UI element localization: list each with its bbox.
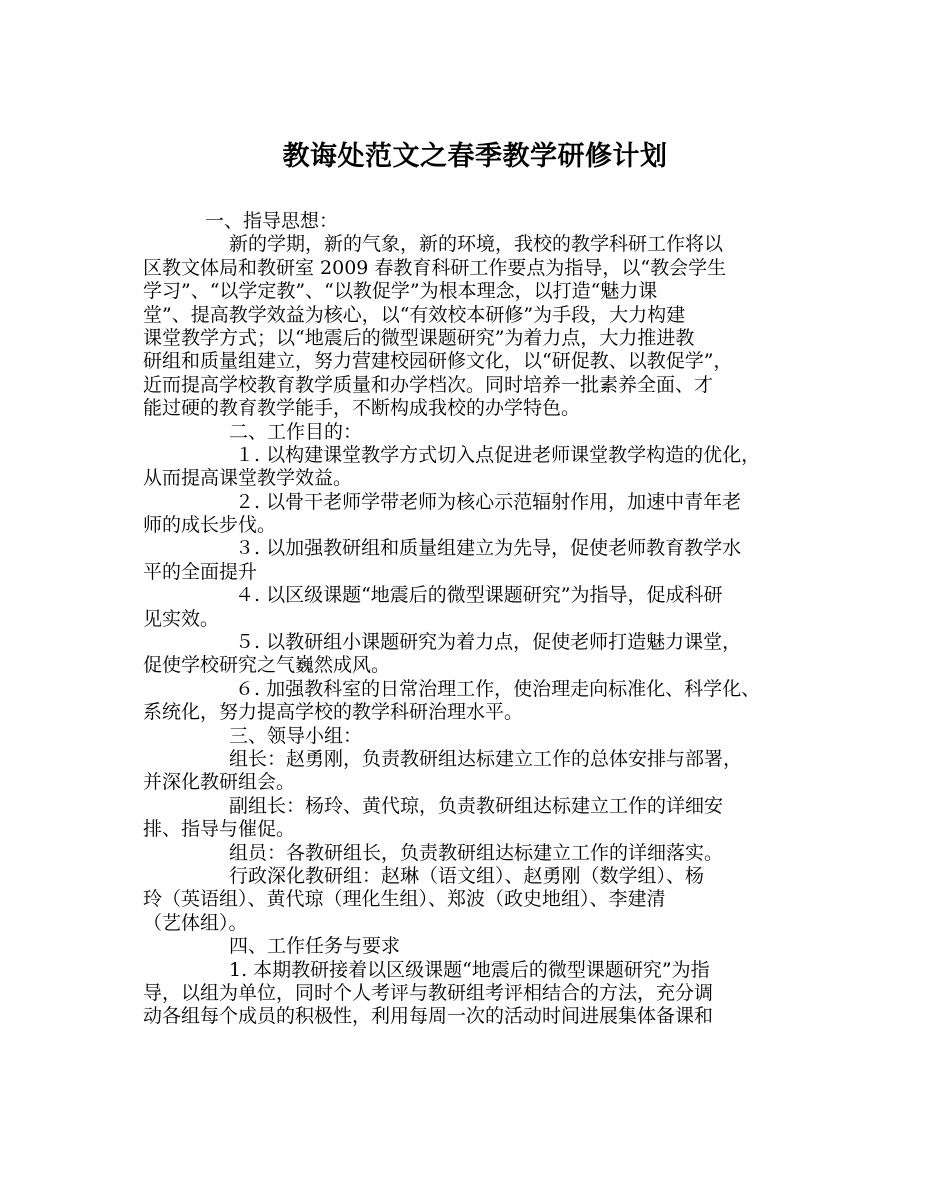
paragraph-line: 组长：赵勇刚，负责教研组达标建立工作的总体安排与部署， (229, 747, 743, 770)
list-item-line: １. 以构建课堂教学方式切入点促进老师课堂教学构造的优化， (235, 443, 761, 466)
section-heading: 三、领导小组： (229, 724, 363, 747)
paragraph-line: 新的学期，新的气象，新的环境，我校的教学科研工作将以 (229, 233, 724, 256)
paragraph-line: 1. 本期教研接着以区级课题“地震后的微型课题研究”为指 (229, 958, 710, 981)
paragraph-line: 导，以组为单位，同时个人考评与教研组考评相结合的方法，充分调 (143, 981, 714, 1004)
paragraph-line: 并深化教研组会。 (143, 771, 296, 794)
section-heading: 四、工作任务与要求 (229, 935, 401, 958)
paragraph-line: 学习”、“以学定教”、“以教促学”为根本理念，以打造“魅力课 (143, 280, 658, 303)
paragraph-line: 组员：各教研组长，负责教研组达标建立工作的详细落实。 (229, 841, 724, 864)
list-item-line: 平的全面提升 (143, 560, 258, 583)
section-heading: 一、指导思想： (205, 210, 339, 232)
paragraph-line: 排、指导与催促。 (143, 818, 296, 841)
paragraph-line: 玲（英语组）、黄代琼（理化生组）、郑波（政史地组）、李建清 (143, 888, 666, 911)
list-item-line: ６. 加强教科室的日常治理工作，使治理走向标准化、科学化、 (235, 677, 761, 700)
paragraph-line: 副组长：杨玲、黄代琼，负责教研组达标建立工作的详细安 (229, 794, 724, 817)
paragraph-line: 课堂教学方式；以“地震后的微型课题研究”为着力点，大力推进教 (143, 326, 695, 349)
list-item-line: 见实效。 (143, 607, 220, 630)
paragraph-line: 行政深化教研组：赵琳（语文组）、赵勇刚（数学组）、杨 (229, 864, 705, 887)
paragraph-line: 能过硬的教育教学能手，不断构成我校的办学特色。 (143, 397, 581, 420)
list-item-line: ２. 以骨干老师学带老师为核心示范辐射作用，加速中青年老 (235, 490, 742, 513)
list-item-line: 促使学校研究之气巍然成风。 (143, 654, 391, 677)
paragraph-line: 动各组每个成员的积极性，利用每周一次的活动时间进展集体备课和 (143, 1005, 714, 1028)
list-item-line: ４. 以区级课题“地震后的微型课题研究”为指导，促成科研 (235, 584, 723, 607)
paragraph-line: 区教文体局和教研室 2009 春教育科研工作要点为指导，以“教会学生 (143, 256, 727, 279)
paragraph-line: 近而提高学校教育教学质量和办学档次。同时培养一批素养全面、才 (143, 373, 714, 396)
list-item-line: 系统化，努力提高学校的教学科研治理水平。 (143, 701, 524, 724)
paragraph-line: （艺体组）。 (143, 911, 248, 934)
list-item-line: ５. 以教研组小课题研究为着力点，促使老师打造魅力课堂， (235, 631, 742, 654)
paragraph-line: 研组和质量组建立，努力营建校园研修文化，以“研促教、以教促学”， (143, 350, 733, 373)
document-body (143, 210, 813, 1029)
section-heading: 二、工作目的： (229, 420, 363, 443)
document-title: 教诲处范文之春季教学研修计划 (282, 141, 668, 172)
paragraph-line: 堂”、提高教学效益为核心，以“有效校本研修”为手段，大力构建 (143, 303, 686, 326)
list-item-line: 从而提高课堂教学效益。 (143, 467, 353, 490)
list-item-line: ３. 以加强教研组和质量组建立为先导，促使老师教育教学水 (235, 537, 742, 560)
list-item-line: 师的成长步伐。 (143, 514, 277, 537)
